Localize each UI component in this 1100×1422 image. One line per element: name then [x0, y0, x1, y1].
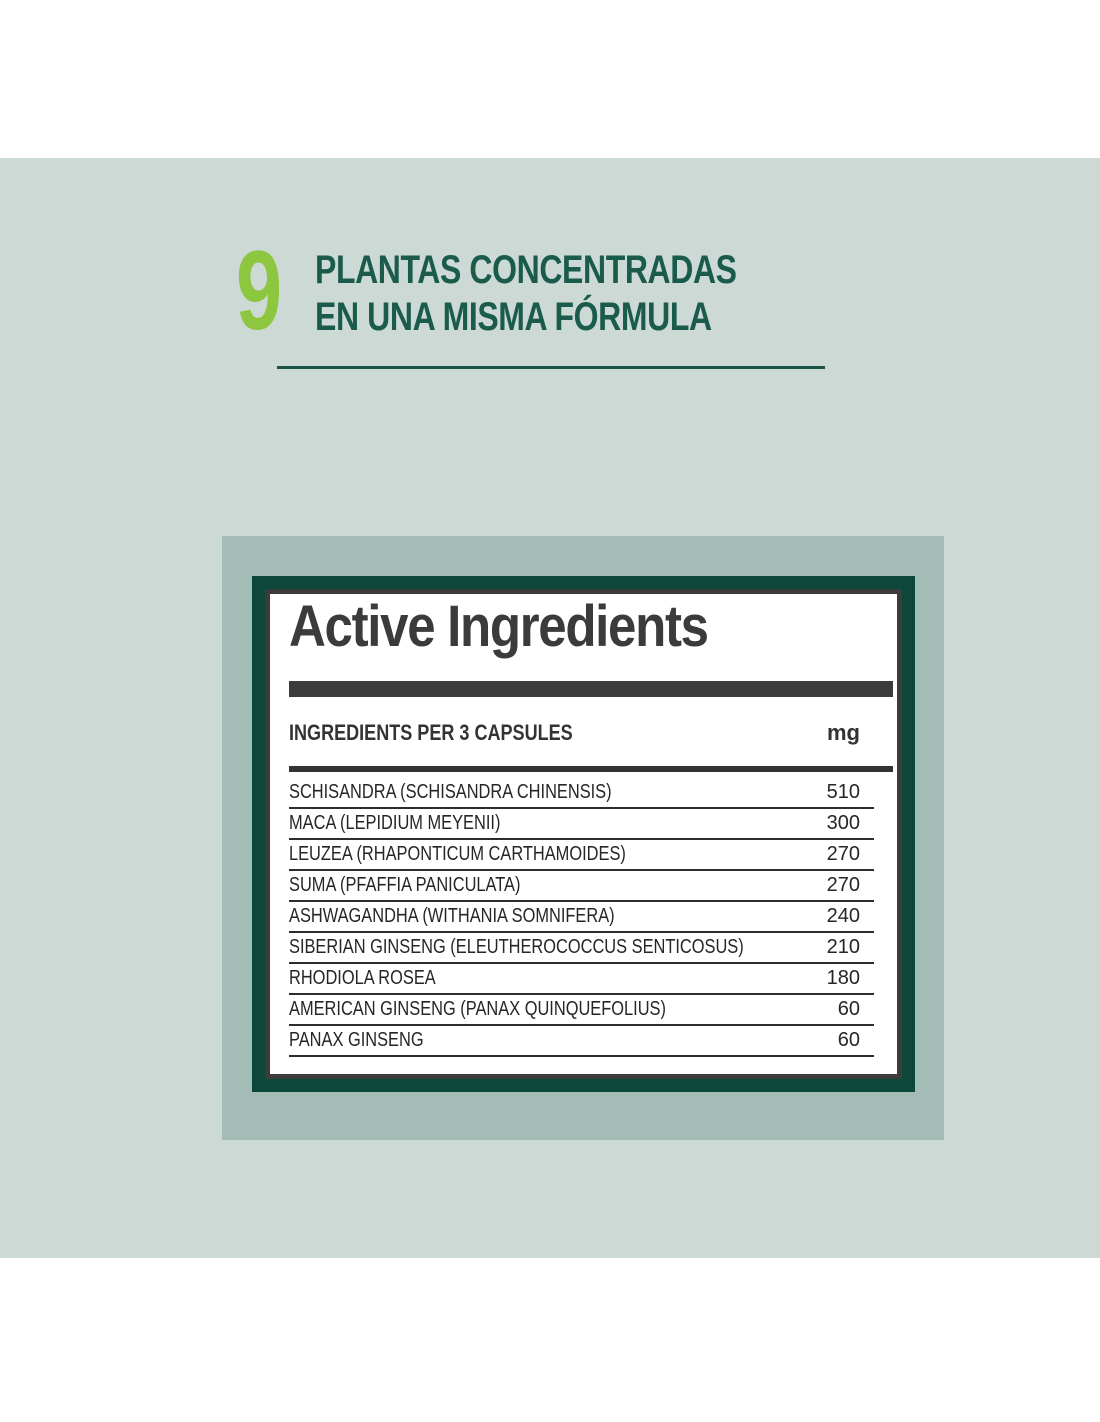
ingredient-name: RHODIOLA ROSEA: [289, 967, 436, 989]
ingredient-name: AMERICAN GINSENG (PANAX QUINQUEFOLIUS): [289, 998, 666, 1020]
ingredient-name: SCHISANDRA (SCHISANDRA CHINENSIS): [289, 781, 612, 803]
ingredients-table: [289, 778, 874, 1057]
ingredient-amount: 210: [826, 936, 860, 958]
ingredients-per-capsules-label: INGREDIENTS PER 3 CAPSULES: [289, 720, 573, 745]
table-row: [289, 840, 874, 871]
ingredient-name: PANAX GINSENG: [289, 1029, 424, 1051]
table-row: [289, 809, 874, 840]
ingredient-amount: 300: [826, 812, 860, 834]
plant-count-number: 9: [236, 228, 283, 353]
ingredient-name: LEUZEA (RHAPONTICUM CARTHAMOIDES): [289, 843, 626, 865]
ingredient-amount: 270: [826, 874, 860, 896]
headline-line-2: EN UNA MISMA FÓRMULA: [315, 295, 712, 339]
ingredients-card: [222, 536, 944, 1140]
ingredients-panel-border: [252, 576, 915, 1092]
table-row: [289, 933, 874, 964]
headline-line-1: PLANTAS CONCENTRADAS: [315, 248, 737, 292]
headline: [315, 247, 842, 341]
table-row: [289, 995, 874, 1026]
ingredients-panel: [265, 589, 902, 1079]
mg-unit-label: mg: [827, 720, 860, 745]
ingredient-amount: 60: [837, 998, 860, 1020]
ingredient-name: ASHWAGANDHA (WITHANIA SOMNIFERA): [289, 905, 615, 927]
table-row: [289, 778, 874, 809]
panel-title: Active Ingredients: [289, 594, 708, 659]
header-divider-line: [289, 766, 893, 772]
ingredient-name: MACA (LEPIDIUM MEYENII): [289, 812, 501, 834]
ingredient-amount: 510: [826, 781, 860, 803]
table-row: [289, 964, 874, 995]
ingredient-name: SUMA (PFAFFIA PANICULATA): [289, 874, 521, 896]
ingredient-amount: 240: [826, 905, 860, 927]
table-column-header: [289, 720, 860, 746]
ingredient-amount: 180: [826, 967, 860, 989]
ingredient-amount: 60: [837, 1029, 860, 1051]
table-row: [289, 1026, 874, 1057]
title-divider-bar: [289, 681, 893, 697]
table-row: [289, 871, 874, 902]
ingredient-name: SIBERIAN GINSENG (ELEUTHEROCOCCUS SENTICOSUS): [289, 936, 744, 958]
headline-underline: [277, 366, 825, 369]
table-row: [289, 902, 874, 933]
ingredient-amount: 270: [826, 843, 860, 865]
